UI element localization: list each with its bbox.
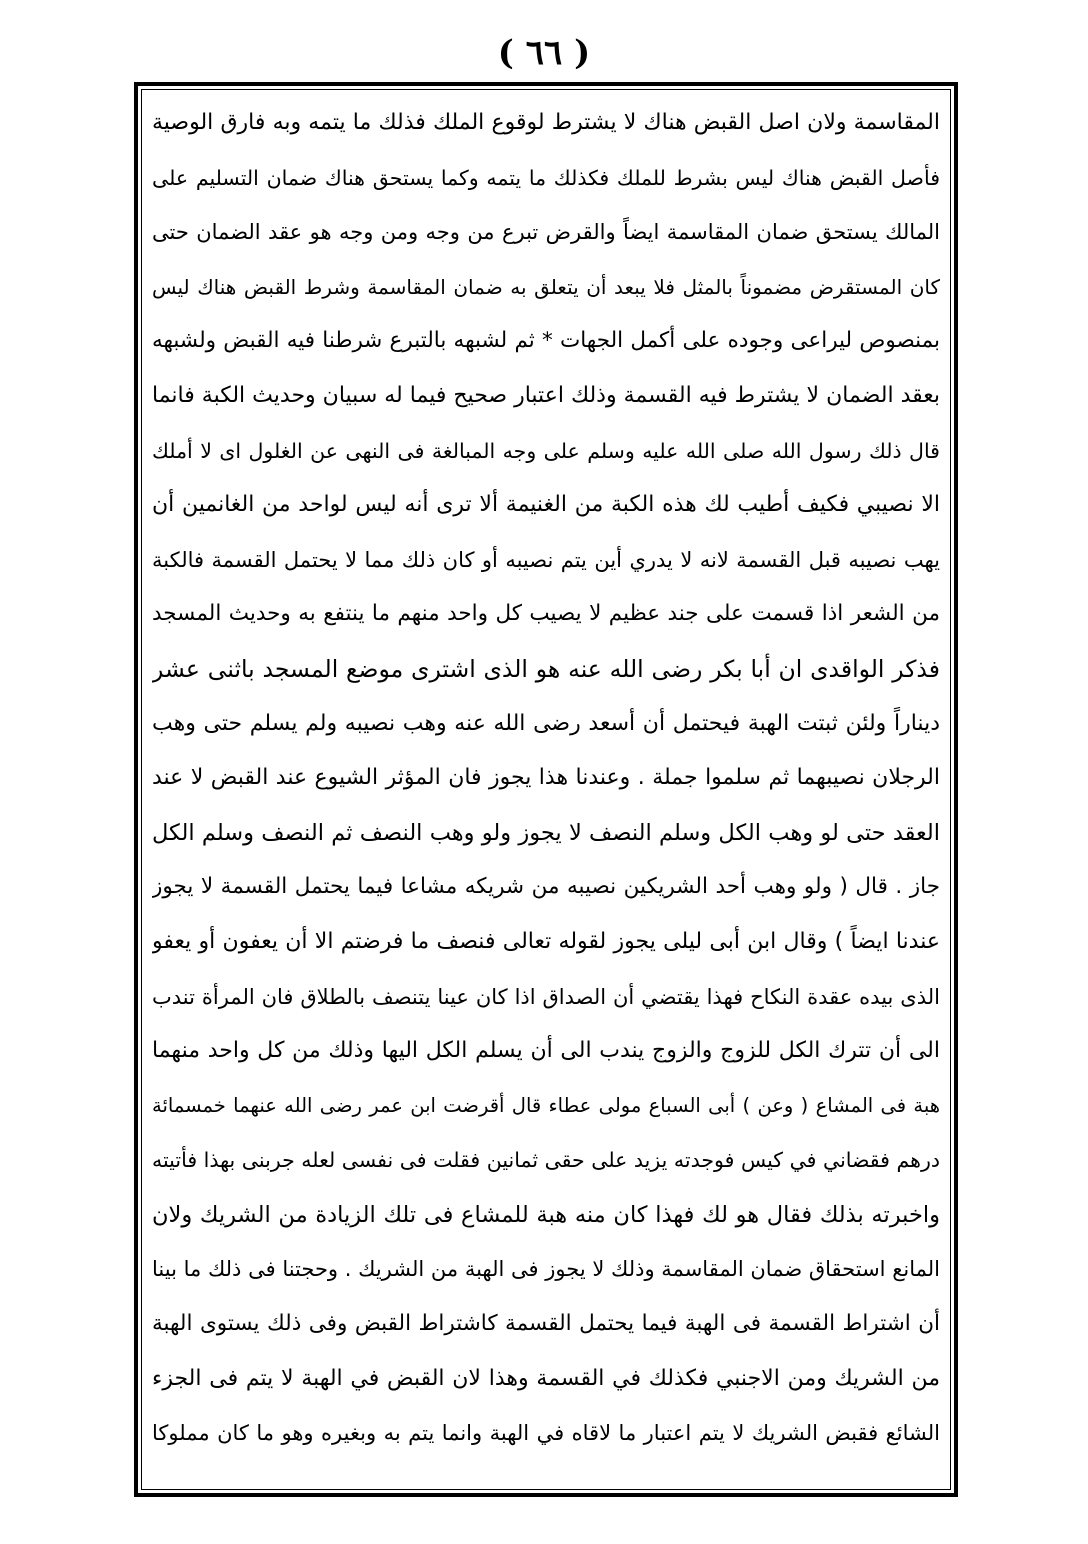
text-line: هبة فى المشاع ( وعن ) أبى السباع مولى عطاء قال أقرضت ابن عمر رضى الله عنهما خمسمائة <box>152 1093 940 1117</box>
text-line: جاز . قال ( ولو وهب أحد الشريكين نصيبه من شريكه مشاعا فيما يحتمل القسمة لا يجوز <box>152 874 940 900</box>
text-line: كان المستقرض مضموناً بالمثل فلا يبعد أن يتعلق به ضمان المقاسمة وشرط القبض هناك ليس <box>152 274 940 299</box>
text-line: الا نصيبي فكيف أطيب لك هذه الكبة من الغنيمة ألا ترى أنه ليس لواحد من الغانمين أن <box>152 492 940 518</box>
text-line: الرجلان نصيبهما ثم سلموا جملة . وعندنا هذا يجوز فان المؤثر الشيوع عند القبض لا عند <box>152 765 940 791</box>
text-line: قال ذلك رسول الله صلى الله عليه وسلم على وجه المبالغة فى النهى عن الغلول اى لا أملك <box>152 438 940 463</box>
text-line: المقاسمة ولان اصل القبض هناك لا يشترط لوقوع الملك فذلك ما يتمه وبه فارق الوصية <box>152 110 940 135</box>
text-line: الشائع فقبض الشريك لا يتم اعتبار ما لاقاه في الهبة وانما يتم به وبغيره وهو ما كان مملوكا <box>152 1421 940 1446</box>
text-line: يهب نصيبه قبل القسمة لانه لا يدري أين يتم نصيبه أو كان ذلك مما لا يحتمل القسمة فالكبة <box>152 547 940 572</box>
page-number: ( ٦٦ ) <box>497 33 591 73</box>
text-line: من الشعر اذا قسمت على جند عظيم لا يصيب كل واحد منهم ما ينتفع به وحديث المسجد <box>152 601 940 627</box>
text-line: العقد حتى لو وهب الكل وسلم النصف لا يجوز ولو وهب النصف ثم النصف وسلم الكل <box>152 819 940 846</box>
text-line: الى أن تترك الكل للزوج والزوج يندب الى أن يسلم الكل اليها وذلك من كل واحد منهما <box>152 1038 940 1064</box>
text-line: من الشريك ومن الاجنبي فكذلك في القسمة وهذا لان القبض في الهبة لا يتم فى الجزء <box>152 1365 940 1391</box>
text-line: فأصل القبض هناك ليس بشرط للملك فكذلك ما يتمه وكما يستحق هناك ضمان التسليم على <box>152 165 940 190</box>
text-line: المالك يستحق ضمان المقاسمة ايضاً والقرض تبرع من وجه ومن وجه هو عقد الضمان حتى <box>152 220 940 245</box>
text-line: ديناراً ولئن ثبتت الهبة فيحتمل أن أسعد رضى الله عنه وهب نصيبه ولم يسلم حتى وهب <box>152 710 940 736</box>
text-line: أن اشتراط القسمة فى الهبة فيما يحتمل القسمة كاشتراط القبض وفى ذلك يستوى الهبة <box>152 1311 940 1337</box>
text-line: درهم فقضاني في كيس فوجدته يزيد على حقى ثمانين فقلت فى نفسى لعله جربنى بهذا فأتيته <box>152 1148 940 1173</box>
text-line: بعقد الضمان لا يشترط فيه القسمة وذلك اعتبار صحيح فيما له سبيان وحديث الكبة فانما <box>152 382 940 408</box>
text-line: فذكر الواقدى ان أبا بكر رضى الله عنه هو الذى اشترى موضع المسجد باثنى عشر <box>152 654 940 683</box>
text-line: عندنا ايضاً ) وقال ابن أبى ليلى يجوز لقوله تعالى فنصف ما فرضتم الا أن يعفون أو يعفو <box>152 928 940 954</box>
text-line: الذى بيده عقدة النكاح فهذا يقتضي أن الصداق اذا كان عينا يتنصف بالطلاق فان المرأة تندب <box>152 984 940 1009</box>
text-block <box>152 96 940 1476</box>
text-line: المانع استحقاق ضمان المقاسمة وذلك لا يجوز فى الهبة من الشريك . وحجتنا فى ذلك ما بينا <box>152 1257 940 1282</box>
text-line: واخبرته بذلك فقال هو لك فهذا كان منه هبة للمشاع فى تلك الزيادة من الشريك ولان <box>152 1201 940 1228</box>
text-line: بمنصوص ليراعى وجوده على أكمل الجهات * ثم لشبهه بالتبرع شرطنا فيه القبض ولشبهه <box>152 328 940 354</box>
